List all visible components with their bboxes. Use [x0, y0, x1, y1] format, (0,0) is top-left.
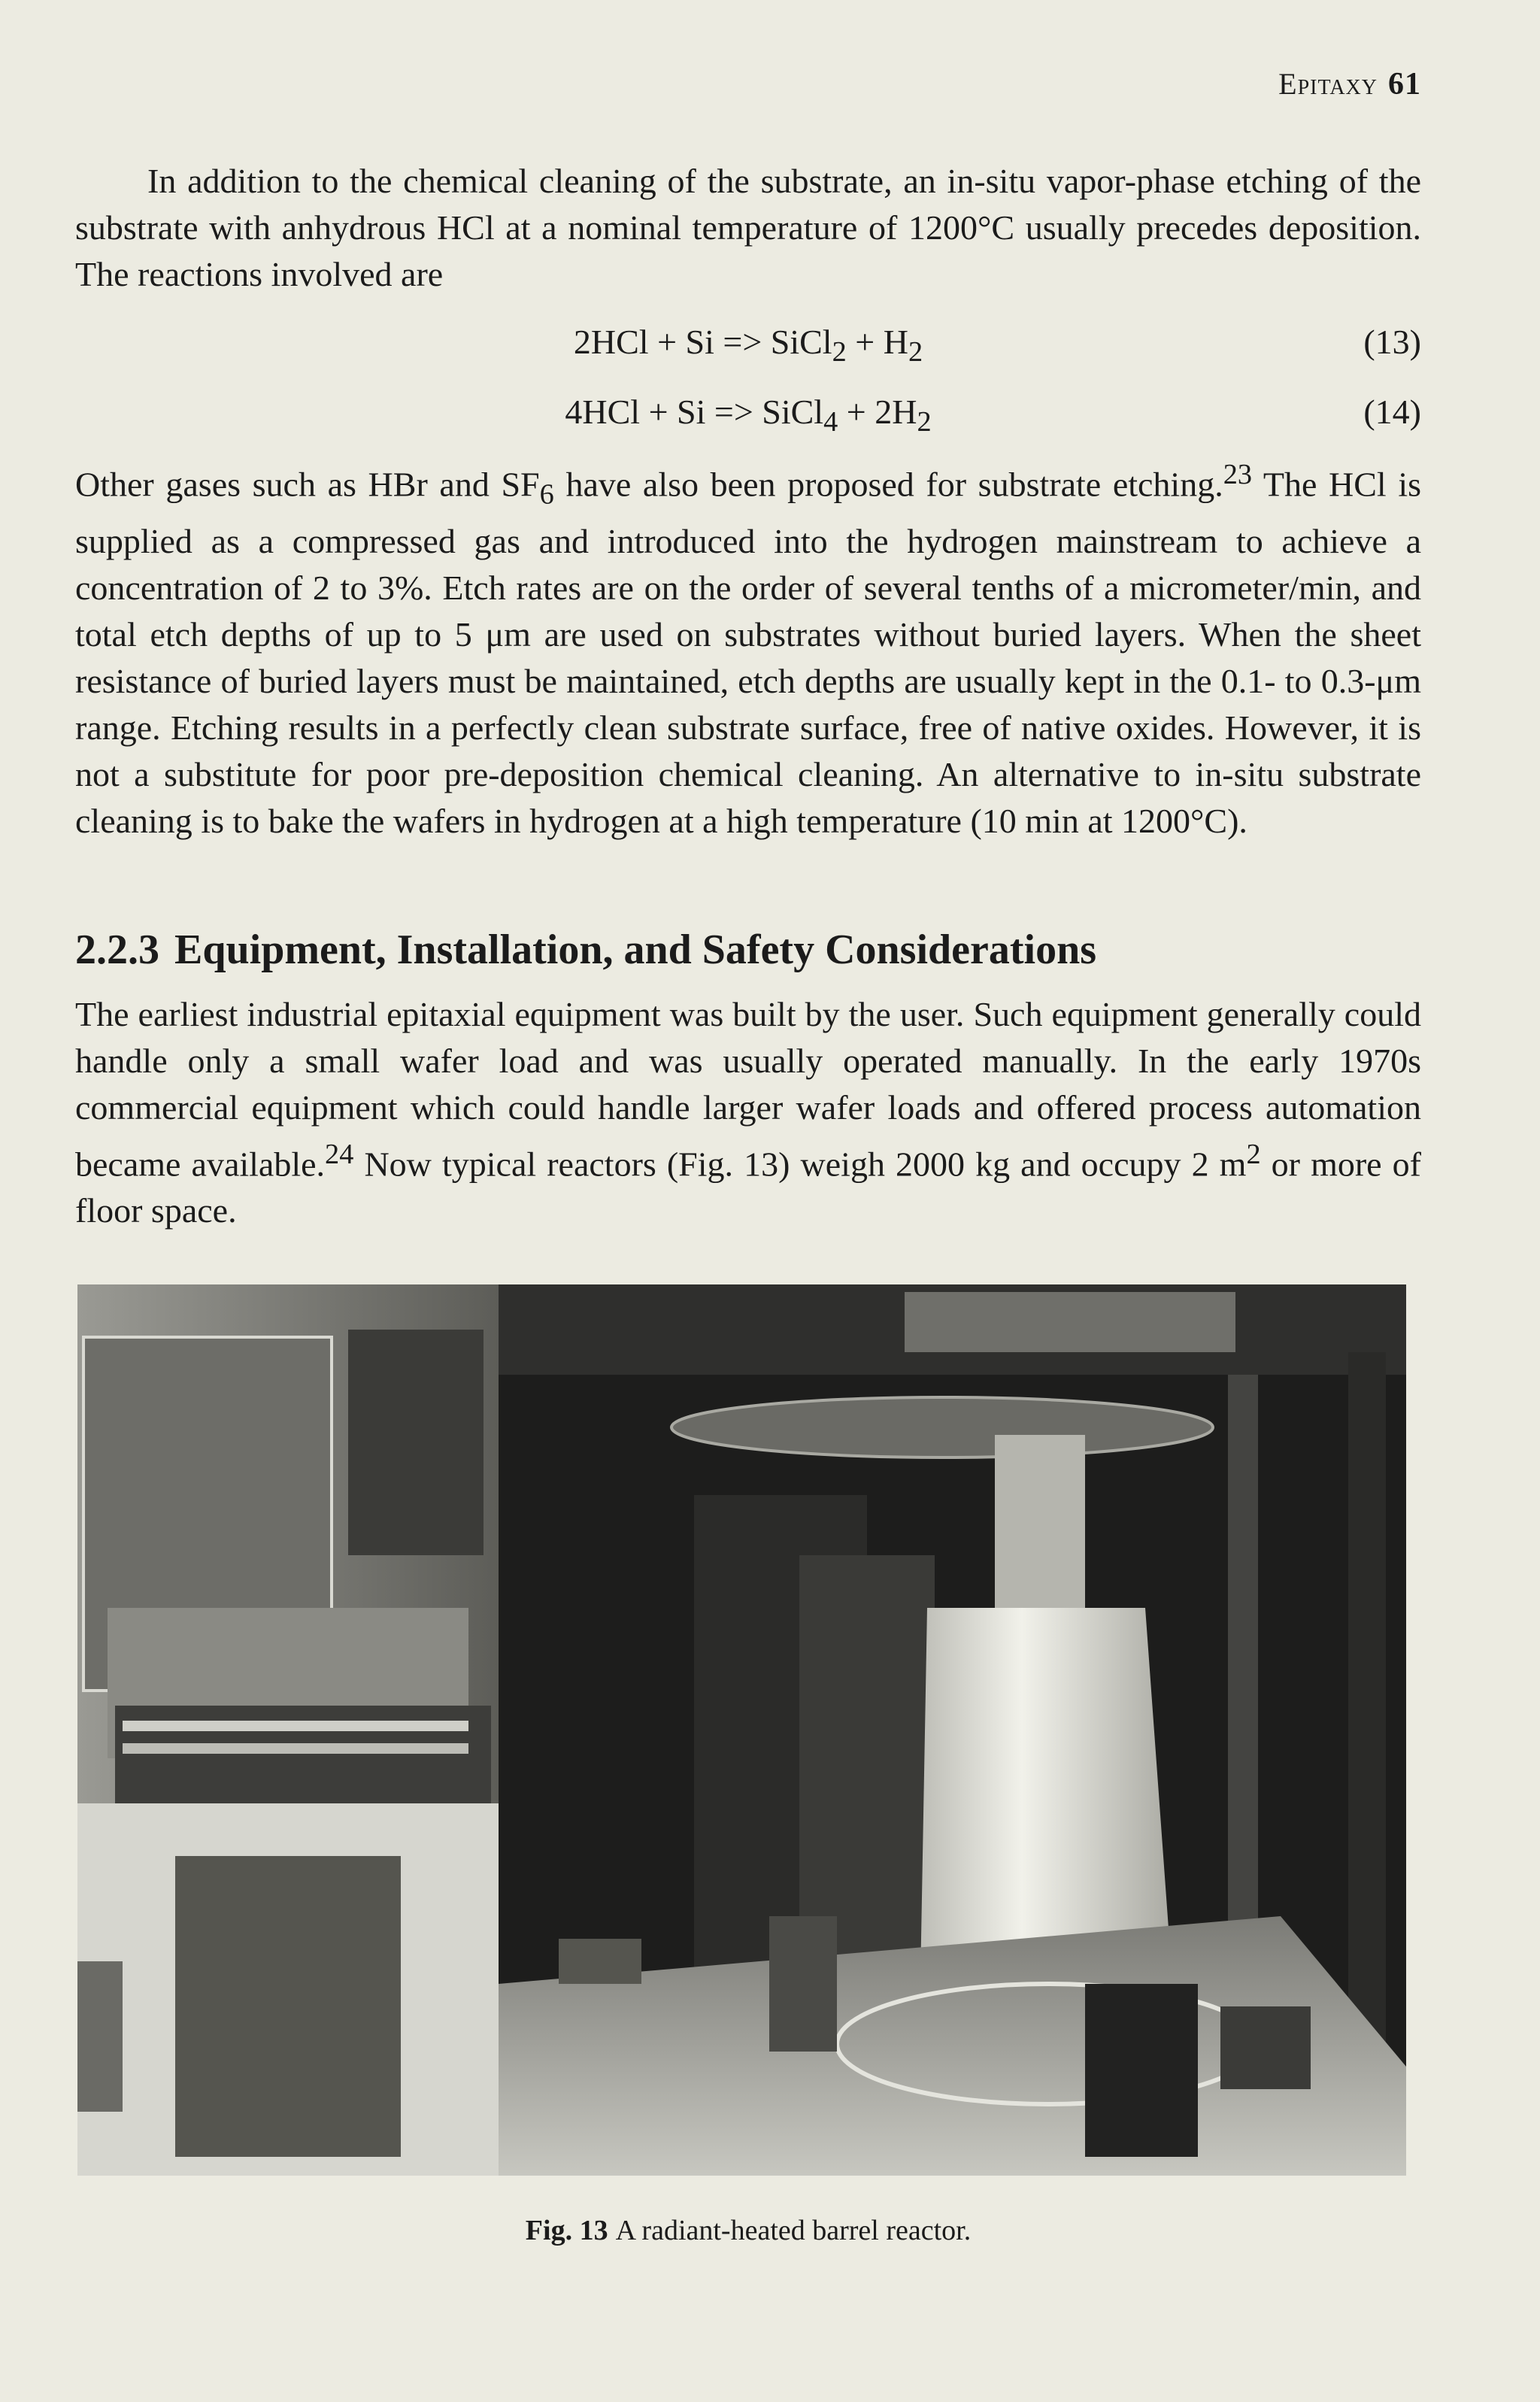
paragraph-2: Other gases such as HBr and $SF_6$ have also been proposed for substrate etching.$^{23}$ The HCl is supplied as a compressed gas and introduced into the hydrogen mainstream to achieve a concentration of 2 to 3%. Etch rates are on the order of several tenths of a micrometer/min, and total etch depths of up to 5 μm are used on substrates without buried layers. When the sheet resistance of buried layers must be maintained, etch depths are usually kept in the 0.1- to 0.3-μm range. Etching results in a perfectly clean substrate surface, free of native oxides. However, it is not a substitute for poor pre-deposition chemical cleaning. An alternative to in-situ substrate cleaning is to bake the wafers in hydrogen at a high temperature (10 min at 1200°C). — [75, 459, 1422, 840]
section-heading — [75, 923, 1421, 976]
figure-label: Fig. 13 — [525, 2215, 608, 2246]
equation-number: (14) — [1363, 393, 1421, 431]
figure-caption-text: A radiant-heated barrel reactor. — [615, 2215, 972, 2246]
paragraph-3: The earliest industrial epitaxial equipment was built by the user. Such equipment generally could handle only a small wafer load and was usually operated manually. In the early 1970s commercial equipment which could handle larger wafer loads and offered process automation became available.$^{24}$ Now typical reactors (Fig. 13) weigh 2000 kg and occupy 2 $m^2$ or more of floor space. — [75, 995, 1421, 1230]
running-head — [1173, 66, 1421, 102]
page-number: 61 — [1388, 67, 1421, 102]
equation-body: 4HCl + Si => SiCl$_4$ + $2H_2$ — [565, 393, 932, 438]
equation-body: 2HCl + Si => SiCl$_2$ + $H_2$ — [573, 323, 923, 368]
paragraph-1: In addition to the chemical cleaning of the substrate, an in-situ vapor-phase etching of the substrate with anhydrous HCl at a nominal temperature of 1200°C usually precedes deposition. The reactions involved are — [75, 162, 1421, 293]
section-number: 2.2.3 — [75, 927, 159, 973]
equation-13 — [75, 319, 1421, 368]
equation-number: (13) — [1363, 323, 1421, 361]
figure-photo — [77, 1284, 1406, 2176]
figure-caption — [75, 2214, 1421, 2247]
section-title: Equipment, Installation, and Safety Considerations — [174, 927, 1097, 973]
running-head-title: Epitaxy — [1278, 67, 1378, 101]
equation-14 — [75, 389, 1421, 438]
reactor-photo — [77, 1284, 1406, 2176]
